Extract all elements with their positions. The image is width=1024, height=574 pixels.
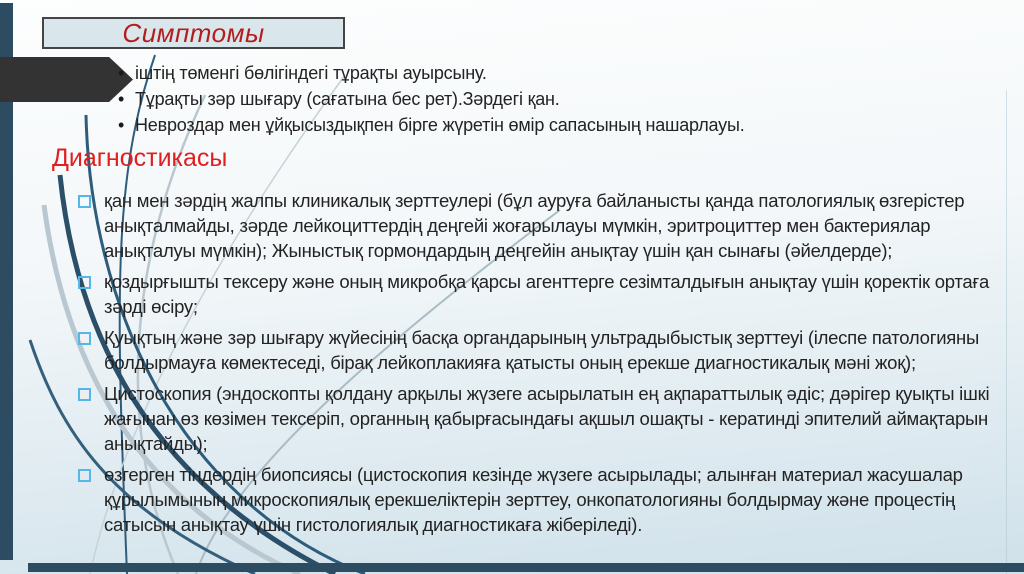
diagnostics-list [76,188,1014,543]
diagnostics-item: өзгерген тіндердің биопсиясы (цистоскопия кезінде жүзеге асырылады; алынған материал жасушалар құрылымының микроскопиялық ерекшеліктерін зерттеу, онкопатологияны болдырмау және процестің сатысын анықтау үшін гистологиялық диагностикаға жіберіледі). [76,462,1014,537]
bottom-accent-bar [28,563,1024,572]
symptom-item: • Тұрақты зәр шығару (сағатына бес рет).Зәрдегі қан. [118,86,918,112]
title-box [42,17,345,49]
symptom-item: • іштің төменгі бөлігіндегі тұрақты ауырсыну. [118,60,918,86]
diagnostics-item: Цистоскопия (эндоскопты қолдану арқылы жүзеге асырылатын ең ақпараттылық әдіс; дәрігер қуықты ішкі жағынан өз көзімен тексеріп, органның қабырғасындағы ақшыл ошақты - кератинді эпителий аймақтарын анықтайды); [76,381,1014,456]
section-heading: Диагностикасы [52,144,228,172]
diagnostics-item: қан мен зәрдің жалпы клиникалық зерттеулері (бұл ауруға байланысты қанда патологиялық өзгерістер анықталмайды, зәрде лейкоциттердің деңгейі жоғарылауы мүмкін, эритроциттер мен бактериялар анықталуы мүмкін); Жыныстық гормондардың деңгейін анықтау үшін қан сынағы (әйелдерде); [76,188,1014,263]
symptom-item: • Невроздар мен ұйқысыздықпен бірге жүретін өмір сапасының нашарлауы. [118,112,918,138]
arrow-pointer-shape [0,57,133,102]
diagnostics-item: қоздырғышты тексеру және оның микробқа қарсы агенттерге сезімталдығын анықтау үшін қоректік ортаға зәрді өсіру; [76,269,1014,319]
symptoms-list [118,60,918,138]
slide-title: Симптомы [122,18,265,48]
diagnostics-item: Қуықтың және зәр шығару жүйесінің басқа органдарының ультрадыбыстық зерттеуі (ілеспе патологияны болдырмауға көмектеседі, бірақ лейкоплакияға қатысты оның ерекше диагностикалық мәні жоқ); [76,325,1014,375]
